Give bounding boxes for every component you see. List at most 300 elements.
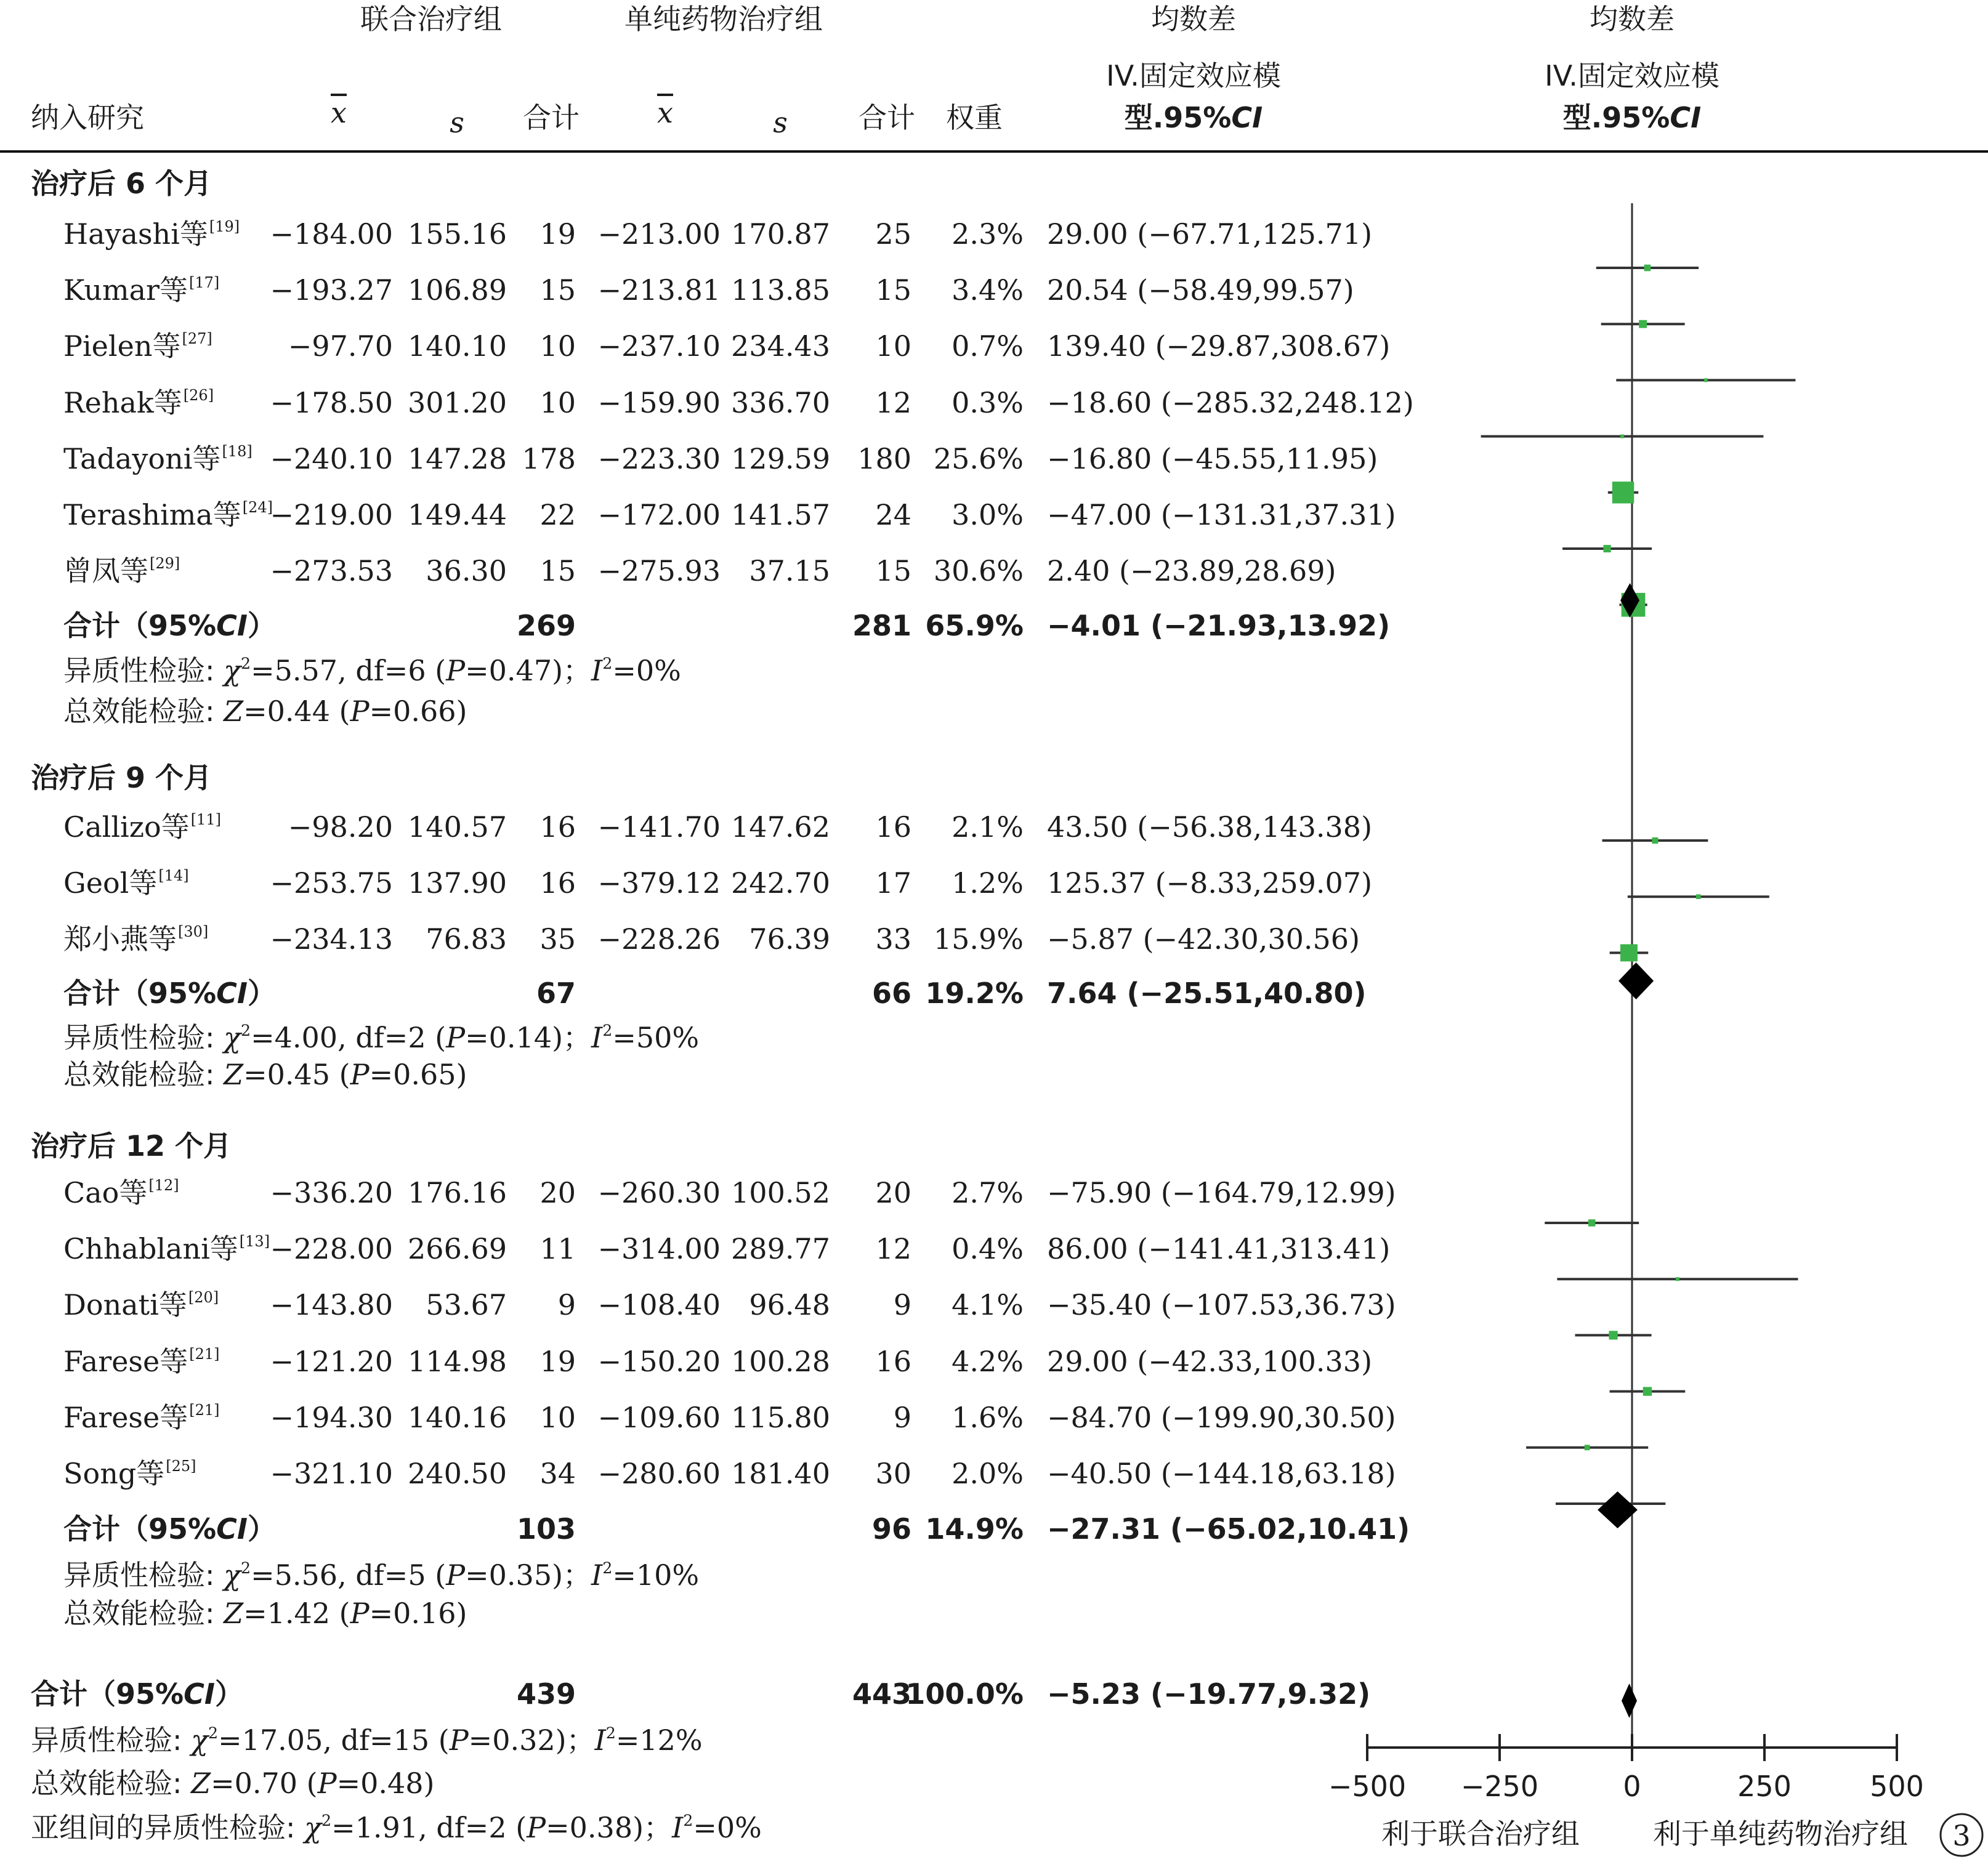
study-point-estimate: [1696, 894, 1701, 899]
drug-sd: 336.70: [731, 385, 830, 419]
x-axis-tick-label: −250: [1460, 1770, 1539, 1803]
combined-sd: 140.57: [408, 810, 507, 844]
header-plot-ci: CI: [1670, 101, 1702, 134]
drug-mean: −150.20: [597, 1344, 721, 1378]
combined-n: 10: [539, 1400, 576, 1434]
header-md-method-text: 型.95%: [1124, 101, 1232, 134]
chi-symbol: χ: [304, 1811, 321, 1844]
combined-n: 19: [539, 217, 576, 251]
total-mean-difference: 7.64 (−25.51,40.80): [1047, 977, 1367, 1010]
study-name-text: Chhablani等: [63, 1232, 238, 1266]
study-reference: [27]: [182, 330, 212, 348]
total-label-close: ）: [247, 1512, 276, 1546]
study-name-text: Song等: [63, 1457, 165, 1490]
header-plot-method-line2: [1324, 103, 1940, 132]
combined-sd: 147.28: [408, 442, 507, 475]
study-mean-difference: 86.00 (−141.41,313.41): [1047, 1232, 1391, 1266]
heterogeneity-test: [31, 1724, 703, 1757]
study-reference: [24]: [242, 499, 273, 516]
drug-mean: −223.30: [597, 442, 721, 475]
p-value: =0.65): [369, 1058, 467, 1091]
header-col-study: 纳入研究: [31, 101, 144, 134]
study-mean-difference: −35.40 (−107.53,36.73): [1047, 1288, 1396, 1322]
study-name-text: Farese等: [63, 1400, 188, 1434]
p-value: =0.38)；: [546, 1811, 673, 1844]
study-weight: 1.2%: [952, 866, 1024, 900]
combined-n: 20: [539, 1176, 576, 1209]
chi-value: =4.00, df=2 (: [251, 1021, 446, 1054]
study-weight: 4.1%: [952, 1288, 1024, 1322]
study-reference: [11]: [190, 811, 221, 828]
combined-mean: −97.70: [288, 329, 393, 363]
total-label-ci: CI: [216, 1512, 248, 1546]
total-label-text: 合计（95%: [63, 609, 217, 642]
overall-effect-test: [63, 1060, 467, 1089]
study-reference: [12]: [148, 1177, 179, 1194]
study-reference: [21]: [189, 1345, 220, 1363]
stat-label: 总效能检验:: [63, 1058, 224, 1091]
study-reference: [29]: [150, 555, 180, 573]
p-symbol: P: [449, 1724, 469, 1757]
combined-mean: −143.80: [270, 1288, 393, 1322]
p-symbol: P: [317, 1767, 337, 1800]
drug-mean: −108.40: [597, 1288, 721, 1322]
p-value: =0.16): [369, 1597, 467, 1630]
subgroup-title: 治疗后 6 个月: [31, 167, 212, 200]
combined-n: 10: [539, 329, 576, 363]
drug-sd: 113.85: [731, 273, 830, 307]
combined-sd: 140.16: [408, 1400, 507, 1434]
combined-n: 19: [539, 1344, 576, 1378]
drug-sd: 129.59: [731, 442, 830, 475]
i-superscript: 2: [683, 1812, 693, 1830]
study-weight: 0.3%: [952, 385, 1024, 419]
pooled-estimate-diamond: [1618, 962, 1654, 999]
stat-label: 异质性检验:: [63, 1021, 224, 1054]
drug-mean: −213.81: [597, 273, 721, 307]
study-mean-difference: −18.60 (−285.32,248.12): [1047, 385, 1414, 419]
chi-symbol: χ: [191, 1724, 208, 1757]
stat-label: 异质性检验:: [31, 1724, 192, 1757]
header-plot-method-line1: IV.固定效应模: [1545, 59, 1719, 92]
chi-value: =1.91, df=2 (: [331, 1811, 527, 1844]
combined-sd: 76.83: [426, 922, 507, 956]
study-weight: 0.4%: [952, 1232, 1024, 1266]
drug-n: 180: [857, 442, 911, 475]
drug-n: 15: [875, 554, 911, 588]
study-point-estimate: [1604, 545, 1611, 552]
stat-label: 亚组间的异质性检验:: [31, 1811, 305, 1844]
study-mean-difference: −16.80 (−45.55,11.95): [1047, 442, 1378, 475]
study-point-estimate: [1639, 320, 1647, 328]
drug-sd: 37.15: [749, 554, 830, 588]
total-combined-n: 439: [516, 1677, 576, 1711]
study-reference: [13]: [239, 1233, 270, 1251]
study-mean-difference: 43.50 (−56.38,143.38): [1047, 810, 1373, 844]
drug-n: 20: [875, 1176, 911, 1209]
drug-mean: −109.60: [597, 1400, 721, 1434]
drug-mean: −228.26: [597, 922, 721, 956]
combined-mean: −98.20: [288, 810, 393, 844]
combined-sd: 114.98: [408, 1344, 507, 1378]
header-drug-sd: s: [773, 106, 788, 139]
chi-symbol: χ: [224, 654, 241, 687]
drug-mean: −314.00: [597, 1232, 721, 1266]
study-weight: 3.4%: [952, 273, 1024, 307]
combined-n: 15: [539, 273, 576, 307]
p-symbol: P: [350, 1058, 370, 1091]
drug-mean: −275.93: [597, 554, 721, 588]
stat-label: 总效能检验:: [31, 1767, 192, 1800]
total-label-ci: CI: [216, 609, 248, 642]
drug-n: 17: [875, 866, 911, 900]
drug-sd: 234.43: [731, 329, 830, 363]
drug-sd: 289.77: [731, 1232, 830, 1266]
total-drug-n: 281: [852, 609, 911, 642]
combined-n: 34: [539, 1457, 576, 1490]
study-point-estimate: [1612, 482, 1634, 503]
total-label-ci: CI: [216, 977, 248, 1010]
i-symbol: I: [594, 1724, 606, 1757]
drug-sd: 242.70: [731, 866, 830, 900]
header-md-method-line1: IV.固定效应模: [1106, 59, 1281, 92]
drug-sd: 100.52: [731, 1176, 830, 1209]
combined-n: 10: [539, 385, 576, 419]
header-group-combined: 联合治疗组: [360, 2, 502, 36]
combined-sd: 155.16: [408, 217, 507, 251]
study-mean-difference: 20.54 (−58.49,99.57): [1047, 273, 1354, 307]
chi-symbol: χ: [224, 1559, 241, 1592]
study-point-estimate: [1644, 265, 1651, 272]
combined-sd: 240.50: [408, 1457, 507, 1490]
stat-label: 总效能检验:: [63, 695, 224, 728]
chi-value: =5.56, df=5 (: [251, 1559, 446, 1592]
study-name-text: Kumar等: [63, 273, 188, 307]
total-combined-n: 269: [516, 609, 576, 642]
total-label-close: ）: [247, 977, 276, 1010]
header-group-drug: 单纯药物治疗组: [624, 2, 823, 36]
header-combined-sd: s: [450, 106, 464, 139]
drug-sd: 96.48: [749, 1288, 830, 1322]
total-weight: 14.9%: [925, 1512, 1024, 1546]
total-mean-difference: −5.23 (−19.77,9.32): [1047, 1677, 1371, 1711]
study-name-text: Rehak等: [63, 385, 182, 419]
total-combined-n: 67: [536, 977, 576, 1010]
study-point-estimate: [1652, 837, 1658, 844]
combined-mean: −194.30: [270, 1400, 393, 1434]
drug-mean: −172.00: [597, 498, 721, 531]
study-point-estimate: [1643, 1387, 1652, 1395]
header-md-title: 均数差: [1151, 2, 1236, 36]
drug-mean: −280.60: [597, 1457, 721, 1490]
combined-sd: 176.16: [408, 1176, 507, 1209]
study-reference: [30]: [178, 923, 209, 941]
total-mean-difference: −4.01 (−21.93,13.92): [1047, 609, 1391, 642]
drug-n: 12: [875, 385, 911, 419]
i-symbol: I: [591, 654, 603, 687]
study-mean-difference: 139.40 (−29.87,308.67): [1047, 329, 1391, 363]
header-md-ci: CI: [1231, 101, 1263, 134]
combined-mean: −273.53: [270, 554, 393, 588]
study-mean-difference: 29.00 (−42.33,100.33): [1047, 1344, 1373, 1378]
total-weight: 65.9%: [925, 609, 1024, 642]
i-value: =0%: [612, 654, 681, 687]
combined-sd: 106.89: [408, 273, 507, 307]
combined-mean: −321.10: [270, 1457, 393, 1490]
combined-n: 15: [539, 554, 576, 588]
drug-n: 25: [875, 217, 911, 251]
i-symbol: I: [672, 1811, 684, 1844]
header-combined-total: 合计: [523, 101, 580, 134]
study-name-text: Farese等: [63, 1344, 188, 1378]
stat-label: 总效能检验:: [63, 1597, 224, 1630]
drug-sd: 147.62: [731, 810, 830, 844]
study-point-estimate: [1588, 1219, 1596, 1227]
combined-sd: 137.90: [408, 866, 507, 900]
study-name-text: Terashima等: [63, 498, 241, 531]
study-name-text: Donati等: [63, 1288, 187, 1322]
x-axis-tick-label: 250: [1737, 1770, 1792, 1803]
drug-n: 24: [875, 498, 911, 531]
study-mean-difference: −47.00 (−131.31,37.31): [1047, 498, 1396, 531]
favours-right-label: 利于单纯药物治疗组: [1653, 1817, 1908, 1850]
study-name-text: Callizo等: [63, 810, 190, 844]
total-label-ci: CI: [184, 1677, 215, 1711]
z-symbol: Z: [224, 695, 244, 728]
z-symbol: Z: [224, 1597, 244, 1630]
study-point-estimate: [1585, 1445, 1590, 1450]
combined-n: 35: [539, 922, 576, 956]
drug-mean: −379.12: [597, 866, 721, 900]
p-value: =0.47)；: [465, 654, 592, 687]
header-combined-mean: $\overline{x}$: [331, 96, 347, 129]
total-label-close: ）: [247, 609, 276, 642]
study-reference: [19]: [209, 218, 240, 235]
combined-n: 178: [522, 442, 576, 475]
study-mean-difference: −75.90 (−164.79,12.99): [1047, 1176, 1396, 1209]
header-drug-total: 合计: [859, 101, 915, 134]
p-symbol: P: [446, 654, 466, 687]
drug-mean: −141.70: [597, 810, 721, 844]
z-symbol: Z: [191, 1767, 211, 1800]
combined-sd: 149.44: [408, 498, 507, 531]
total-drug-n: 443: [852, 1677, 911, 1711]
i-superscript: 2: [602, 655, 613, 673]
study-mean-difference: 29.00 (−67.71,125.71): [1047, 217, 1373, 251]
study-mean-difference: −40.50 (−144.18,63.18): [1047, 1457, 1396, 1490]
header-weight: 权重: [946, 101, 1003, 134]
drug-n: 16: [875, 810, 911, 844]
header-plot-method-text: 型.95%: [1562, 101, 1670, 134]
drug-sd: 170.87: [731, 217, 830, 251]
total-label-close: ）: [214, 1677, 243, 1711]
z-value: =0.70 (: [211, 1767, 318, 1800]
x-axis-tick-label: 500: [1870, 1770, 1924, 1803]
p-value: =0.14)；: [465, 1021, 592, 1054]
total-weight: 19.2%: [925, 977, 1024, 1010]
z-value: =0.45 (: [243, 1058, 350, 1091]
study-weight: 3.0%: [952, 498, 1024, 531]
drug-n: 33: [875, 922, 911, 956]
overall-effect-test: [63, 1597, 467, 1630]
study-weight: 2.1%: [952, 810, 1024, 844]
total-label-text: 合计（95%: [31, 1677, 184, 1711]
combined-mean: −219.00: [270, 498, 393, 531]
pooled-estimate-diamond: [1622, 1684, 1637, 1718]
combined-mean: −184.00: [270, 217, 393, 251]
x-axis-tick-label: −500: [1328, 1770, 1407, 1803]
stat-label: 异质性检验:: [63, 654, 224, 687]
header-plot-title: 均数差: [1590, 2, 1675, 36]
drug-sd: 115.80: [731, 1400, 830, 1434]
drug-n: 15: [875, 273, 911, 307]
chi-value: =17.05, df=15 (: [218, 1724, 450, 1757]
combined-sd: 266.69: [408, 1232, 507, 1266]
study-weight: 2.0%: [952, 1457, 1024, 1490]
chi-superscript: 2: [241, 655, 251, 673]
combined-mean: −121.20: [270, 1344, 393, 1378]
study-reference: [17]: [189, 274, 220, 292]
combined-sd: 53.67: [426, 1288, 507, 1322]
p-symbol: P: [527, 1811, 546, 1844]
study-point-estimate: [1620, 435, 1624, 438]
study-reference: [18]: [222, 442, 253, 460]
study-reference: [26]: [183, 386, 214, 404]
drug-mean: −260.30: [597, 1176, 721, 1209]
total-drug-n: 66: [871, 977, 911, 1010]
z-symbol: Z: [224, 1058, 244, 1091]
study-name-text: 郑小燕等: [63, 922, 177, 956]
i-value: =10%: [612, 1559, 700, 1592]
study-name-text: Tadayoni等: [63, 442, 221, 475]
combined-n: 9: [557, 1288, 576, 1322]
combined-n: 16: [539, 866, 576, 900]
drug-n: 30: [875, 1457, 911, 1490]
z-value: =1.42 (: [243, 1597, 350, 1630]
p-value: =0.32)；: [468, 1724, 595, 1757]
study-name-text: Geol等: [63, 866, 158, 900]
subgroup-title: 治疗后 12 个月: [31, 1129, 232, 1163]
study-weight: 0.7%: [952, 329, 1024, 363]
i-value: =0%: [693, 1811, 762, 1844]
study-name-text: Cao等: [63, 1176, 148, 1209]
i-value: =50%: [612, 1021, 700, 1054]
total-combined-n: 103: [516, 1512, 576, 1546]
study-weight: 2.7%: [952, 1176, 1024, 1209]
combined-sd: 140.10: [408, 329, 507, 363]
total-label-text: 合计（95%: [63, 977, 217, 1010]
i-superscript: 2: [602, 1022, 613, 1040]
figure-number: 3: [1952, 1819, 1971, 1852]
combined-mean: −234.13: [270, 922, 393, 956]
subgroup-title: 治疗后 9 个月: [31, 761, 212, 794]
study-mean-difference: −5.87 (−42.30,30.56): [1047, 922, 1360, 956]
heterogeneity-test: [63, 1023, 699, 1052]
study-mean-difference: −84.70 (−199.90,30.50): [1047, 1400, 1396, 1434]
combined-sd: 301.20: [408, 385, 507, 419]
p-symbol: P: [446, 1559, 466, 1592]
study-mean-difference: 125.37 (−8.33,259.07): [1047, 866, 1373, 900]
heterogeneity-test: [63, 1559, 700, 1592]
study-weight: 4.2%: [952, 1344, 1024, 1378]
study-weight: 30.6%: [933, 554, 1024, 588]
study-point-estimate: [1676, 1277, 1679, 1281]
overall-effect-test: [31, 1767, 435, 1800]
study-point-estimate: [1704, 378, 1708, 382]
combined-mean: −228.00: [270, 1232, 393, 1266]
study-weight: 25.6%: [933, 442, 1024, 475]
total-drug-n: 96: [871, 1512, 911, 1546]
i-symbol: I: [591, 1021, 603, 1054]
p-value: =0.66): [369, 695, 467, 728]
drug-n: 9: [893, 1288, 911, 1322]
drug-n: 10: [875, 329, 911, 363]
chi-superscript: 2: [241, 1559, 251, 1578]
study-weight: 15.9%: [933, 922, 1024, 956]
drug-sd: 100.28: [731, 1344, 830, 1378]
i-superscript: 2: [602, 1559, 613, 1578]
study-point-estimate: [1609, 1331, 1617, 1339]
overall-effect-test: [63, 695, 467, 728]
chi-symbol: χ: [224, 1021, 241, 1054]
p-value: =0.35)；: [465, 1559, 592, 1592]
combined-sd: 36.30: [426, 554, 507, 588]
p-symbol: P: [350, 695, 370, 728]
z-value: =0.44 (: [243, 695, 350, 728]
study-reference: [20]: [188, 1289, 219, 1307]
study-reference: [25]: [166, 1458, 196, 1475]
header-drug-mean: $\overline{x}$: [657, 96, 673, 129]
drug-mean: −213.00: [597, 217, 721, 251]
chi-superscript: 2: [321, 1812, 332, 1830]
study-name-text: Pielen等: [63, 329, 181, 363]
study-mean-difference: 2.40 (−23.89,28.69): [1047, 554, 1336, 588]
subgroup-difference-test: [31, 1813, 762, 1842]
combined-n: 16: [539, 810, 576, 844]
i-value: =12%: [615, 1724, 703, 1757]
p-symbol: P: [446, 1021, 466, 1054]
drug-n: 12: [875, 1232, 911, 1266]
total-weight: 100.0%: [905, 1677, 1024, 1711]
study-name-text: Hayashi等: [63, 217, 208, 251]
drug-n: 9: [893, 1400, 911, 1434]
study-reference: [14]: [158, 867, 189, 885]
drug-sd: 181.40: [731, 1457, 830, 1490]
combined-n: 22: [539, 498, 576, 531]
total-label-text: 合计（95%: [63, 1512, 217, 1546]
stat-label: 异质性检验:: [63, 1559, 224, 1592]
chi-value: =5.57, df=6 (: [251, 654, 446, 687]
study-point-estimate: [1620, 944, 1638, 961]
study-weight: 1.6%: [952, 1400, 1024, 1434]
combined-mean: −336.20: [270, 1176, 393, 1209]
x-axis-tick-label: 0: [1623, 1770, 1641, 1803]
study-weight: 2.3%: [952, 217, 1024, 251]
chi-superscript: 2: [241, 1022, 251, 1040]
drug-mean: −237.10: [597, 329, 721, 363]
drug-mean: −159.90: [597, 385, 721, 419]
drug-sd: 76.39: [749, 922, 830, 956]
combined-mean: −240.10: [270, 442, 393, 475]
p-symbol: P: [350, 1597, 370, 1630]
chi-superscript: 2: [208, 1724, 219, 1743]
combined-mean: −178.50: [270, 385, 393, 419]
combined-mean: −253.75: [270, 866, 393, 900]
combined-n: 11: [539, 1232, 576, 1266]
p-value: =0.48): [336, 1767, 435, 1800]
drug-n: 16: [875, 1344, 911, 1378]
i-symbol: I: [591, 1559, 603, 1592]
